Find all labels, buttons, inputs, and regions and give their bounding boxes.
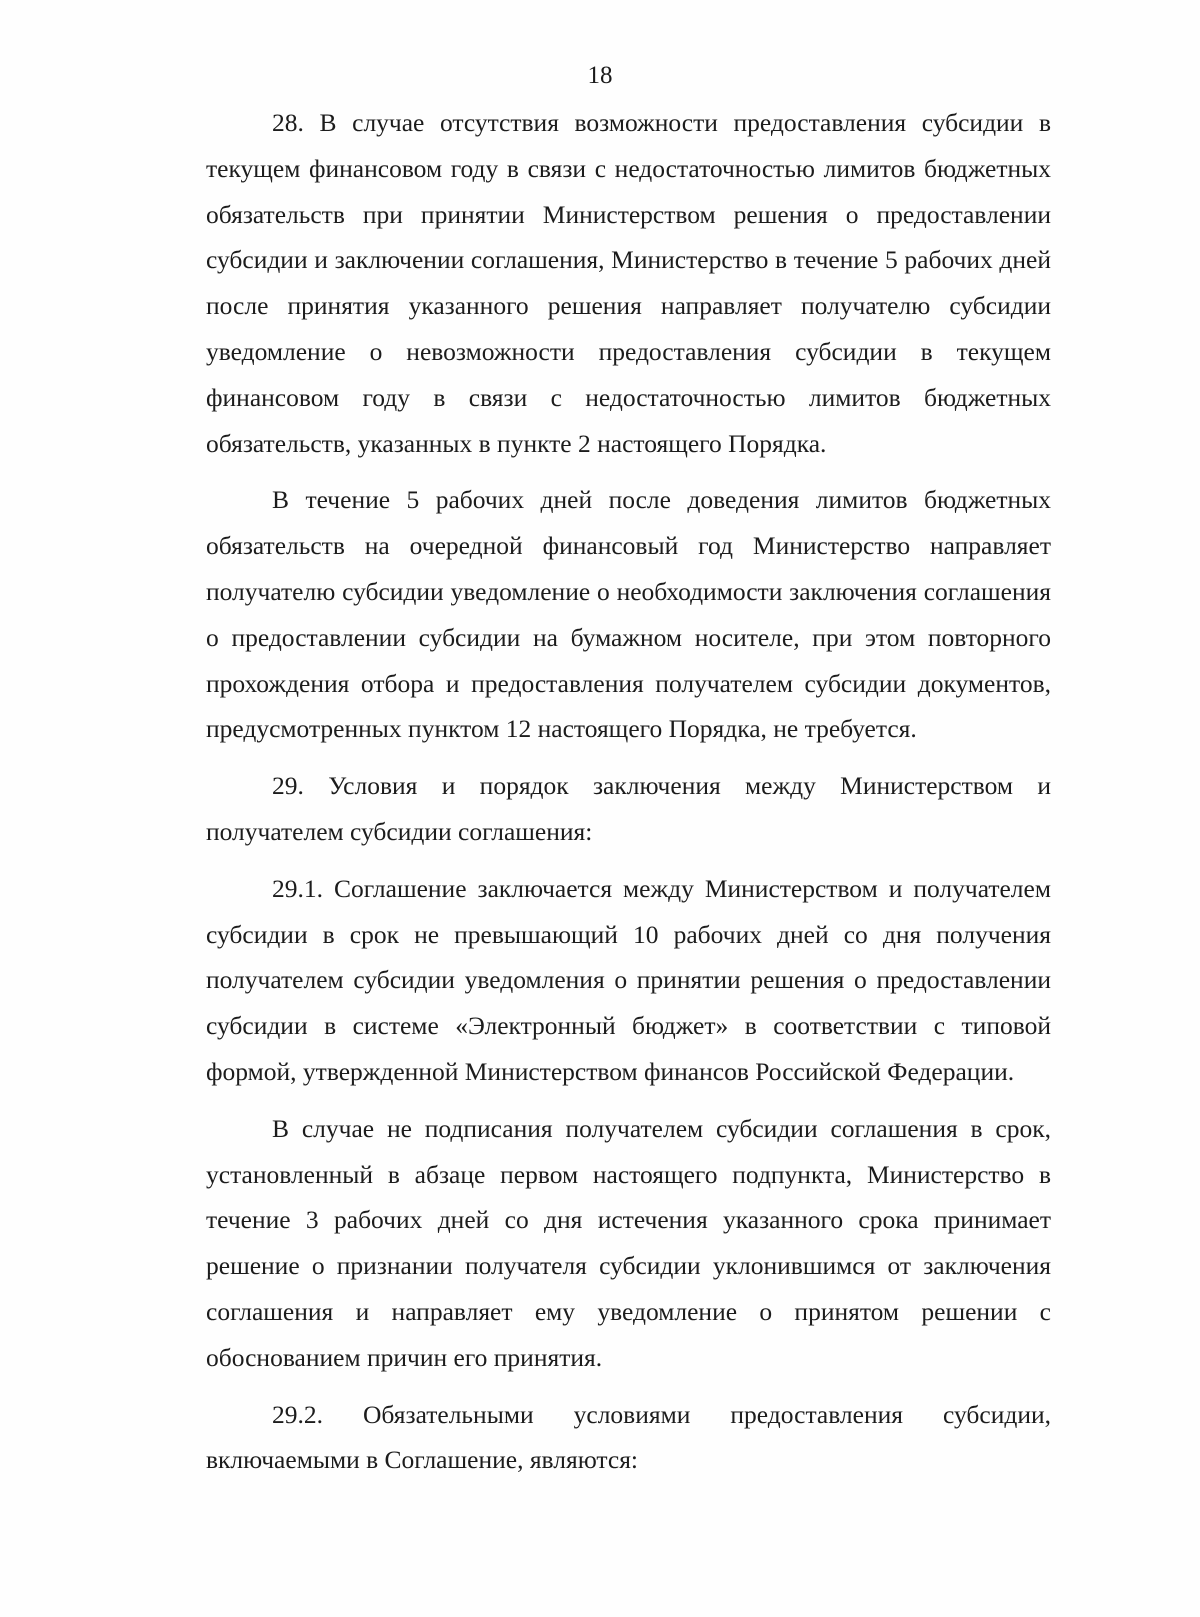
paragraph-28: 28. В случае отсутствия возможности предоставления субсидии в текущем финансовом году в связи с недостаточностью лимитов бюджетных обязательств при принятии Министерством решения о предоставлении субсидии и заключении соглашения, Министерство в течение 5 рабочих дней после принятия указанного решения направляет получателю субсидии уведомление о невозможности предоставления субсидии в текущем финансовом году в связи с недостаточностью лимитов бюджетных обязательств, указанных в пункте 2 настоящего Порядка. (206, 108, 1051, 458)
paragraph-29-1-second: В случае не подписания получателем субсидии соглашения в срок, установленный в абзаце первом настоящего подпункта, Министерство в течение 3 рабочих дней со дня истечения указанного срока принимает решение о признании получателя субсидии уклонившимся от заключения соглашения и направляет ему уведомление о принятом решении с обоснованием причин его принятия. (206, 1113, 1051, 1372)
paragraph-29-2: 29.2. Обязательными условиями предоставления субсидии, включаемыми в Соглашение, являются: (206, 1399, 1051, 1475)
paragraph-28-second: В течение 5 рабочих дней после доведения лимитов бюджетных обязательств на очередной финансовый год Министерство направляет получателю субсидии уведомление о необходимости заключения соглашения о предоставлении субсидии на бумажном носителе, при этом повторного прохождения отбора и предоставления получателем субсидии документов, предусмотренных пунктом 12 настоящего Порядка, не требуется. (206, 485, 1051, 744)
document-body (206, 100, 1051, 1494)
page-number: 18 (587, 62, 613, 89)
paragraph-29: 29. Условия и порядок заключения между Министерством и получателем субсидии соглашения: (206, 771, 1051, 846)
paragraph-29-1: 29.1. Соглашение заключается между Министерством и получателем субсидии в срок не превышающий 10 рабочих дней со дня получения получателем субсидии уведомления о принятии решения о предоставлении субсидии в системе «Электронный бюджет» в соответствии с типовой формой, утвержденной Министерством финансов Российской Федерации. (206, 873, 1051, 1086)
